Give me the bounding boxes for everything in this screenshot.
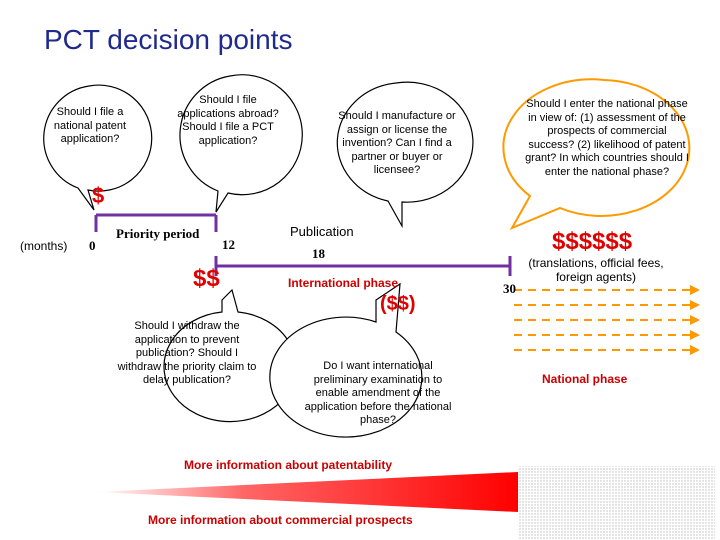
month-0-label: 0 <box>89 238 96 253</box>
commercial-prospects-link[interactable]: More information about commercial prospects <box>148 513 413 527</box>
month-12-label: 12 <box>222 237 235 252</box>
bubble-manufacture-text: Should I manufacture or assign or license the invention? Can I find a partner or buyer or licensee? <box>338 110 456 176</box>
national-phase-arrows <box>514 285 700 355</box>
publication-label: Publication <box>290 224 354 239</box>
patentability-link[interactable]: More information about patentability <box>184 458 393 472</box>
cost-1: $ <box>92 183 105 208</box>
bubble-national-patent-text: Should I file a national patent application? <box>53 106 127 145</box>
cost-2: $$ <box>193 265 220 292</box>
month-18-label: 18 <box>312 246 325 261</box>
international-phase-label: International phase <box>288 276 399 290</box>
dotted-area <box>518 466 715 540</box>
months-label: (months) <box>20 239 68 253</box>
cost-4-note: (translations, official fees, foreign agents) <box>528 256 664 284</box>
cost-3: ($$) <box>380 293 416 315</box>
cost-4: $$$$$$ <box>552 228 633 255</box>
bubble-national-phase-text: Should I enter the national phase in view of: (1) assessment of the prospects of commercial success? (2) likelihood of patent grant? In which countries should I enter the national phase? <box>525 98 689 178</box>
patentability-wedge <box>96 472 518 512</box>
bubble-ipe-text: Do I want international preliminary examination to enable amendment of the application before the national phase? <box>304 360 452 426</box>
priority-period-label: Priority period <box>116 226 200 241</box>
month-30-label: 30 <box>503 281 516 296</box>
bubble-withdraw-text: Should I withdraw the application to prevent publication? Should I withdraw the priority claim to delay publication? <box>117 320 257 386</box>
page-title: PCT decision points <box>44 24 293 55</box>
bubble-abroad-text: Should I file applications abroad? Should I file a PCT application? <box>177 94 279 147</box>
national-phase-label: National phase <box>542 372 628 386</box>
